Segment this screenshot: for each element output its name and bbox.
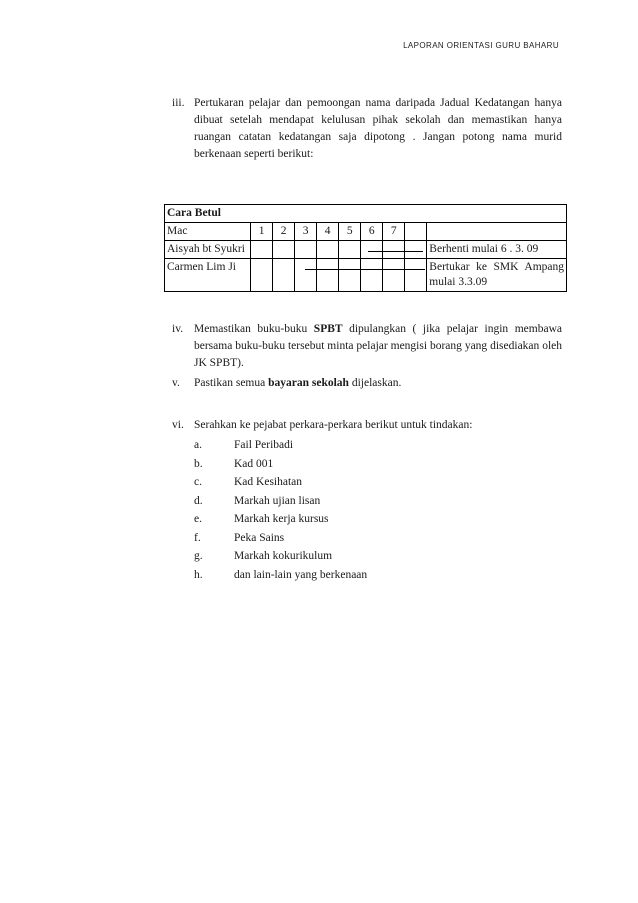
empty-cell xyxy=(427,223,567,241)
item-number: iv. xyxy=(172,323,184,335)
item-text: Serahkan ke pejabat perkara-perkara berikut untuk tindakan: xyxy=(194,419,473,431)
row-note: Berhenti mulai 6 . 3. 09 xyxy=(427,241,567,259)
day-header: 3 xyxy=(295,223,317,241)
item-vi xyxy=(172,417,562,434)
list-item: b. Kad 001 xyxy=(194,457,274,470)
item-text: Pastikan semua bayaran sekolah dijelaskan. xyxy=(194,377,402,389)
item-iii xyxy=(172,95,562,163)
student-name: Carmen Lim Ji xyxy=(165,259,251,292)
student-name: Aisyah bt Syukri xyxy=(165,241,251,259)
list-item: e. Markah kerja kursus xyxy=(194,513,329,525)
month-label: Mac xyxy=(165,223,251,241)
item-text: Pertukaran pelajar dan pemoongan nama daripada Jadual Kedatangan hanya dibuat setelah mendapat kelulusan pihak sekolah dan memastikan hanya ruangan catatan kedatangan saja dipotong . Jangan potong nama murid berkenaan seperti berikut: xyxy=(194,97,562,160)
bold-term: bayaran sekolah xyxy=(268,377,349,389)
list-item: g. Markah kokurikulum xyxy=(194,550,333,562)
bold-term: SPBT xyxy=(313,323,343,335)
row-note: Bertukar ke SMK Ampang mulai 3.3.09 xyxy=(427,259,567,292)
submission-list xyxy=(194,436,367,584)
day-header: 2 xyxy=(273,223,295,241)
item-number: iii. xyxy=(172,97,185,109)
strike-line xyxy=(403,269,425,270)
list-item: h. dan lain-lain yang berkenaan xyxy=(194,568,368,581)
attendance-example-table xyxy=(164,204,567,292)
day-header: 5 xyxy=(339,223,361,241)
item-number: v. xyxy=(172,377,180,389)
list-item: f. Peka Sains xyxy=(194,531,285,544)
item-v xyxy=(172,375,562,392)
table-row xyxy=(165,259,567,292)
table-row xyxy=(165,241,567,259)
item-iv xyxy=(172,321,562,372)
day-header: 4 xyxy=(317,223,339,241)
empty-cell xyxy=(405,223,427,241)
item-text: Memastikan buku-buku SPBT dipulangkan ( jika pelajar ingin membawa bersama buku-buku tersebut minta pelajar mengisi borang yang disediakan oleh JK SPBT). xyxy=(194,323,562,369)
table-title: Cara Betul xyxy=(165,205,567,223)
day-header: 6 xyxy=(361,223,383,241)
strike-line xyxy=(403,251,423,252)
list-item: a. Fail Peribadi xyxy=(194,439,294,451)
item-number: vi. xyxy=(172,419,184,431)
list-item: c. Kad Kesihatan xyxy=(194,476,303,488)
list-item: d. Markah ujian lisan xyxy=(194,494,321,507)
day-header: 1 xyxy=(251,223,273,241)
table-header-row xyxy=(165,223,567,241)
page-header: LAPORAN ORIENTASI GURU BAHARU xyxy=(403,41,559,50)
day-header: 7 xyxy=(383,223,405,241)
